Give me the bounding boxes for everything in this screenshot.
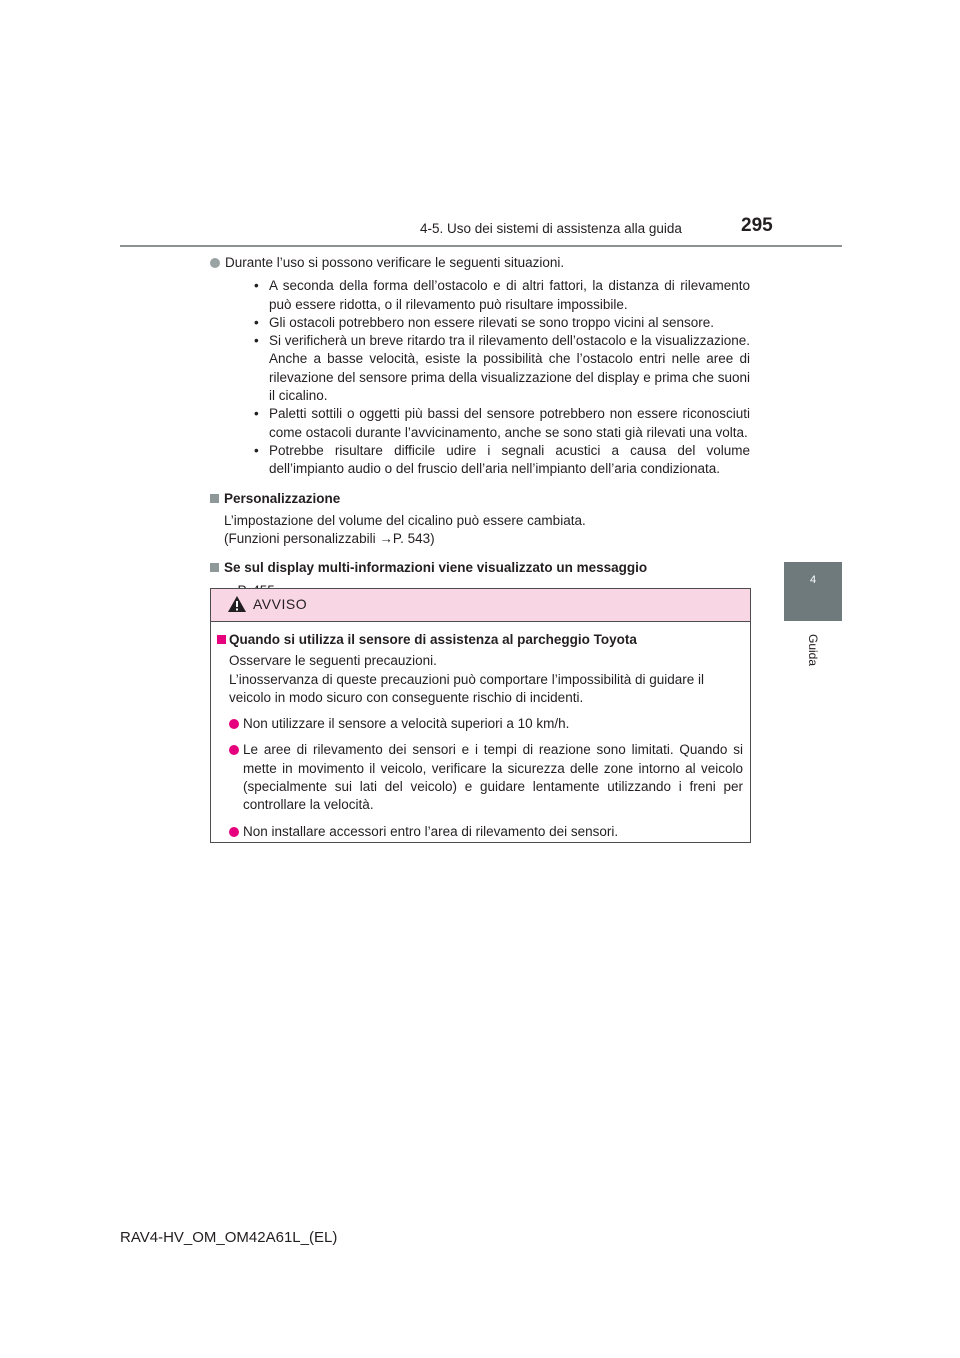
warning-header — [211, 589, 750, 622]
list-item: • Si verificherà un breve ritardo tra il rilevamento dell’ostacolo e la visualizzazione. Anche a basse velocità, esiste la possibilità che l’ostacolo entri nelle aree di rilevazione del sensore prima della visualizzazione del display e prima che suoni il cicalino. — [254, 333, 750, 404]
header-section-title: 4-5. Uso dei sistemi di assistenza alla guida — [420, 221, 682, 236]
chapter-label-container — [778, 635, 848, 665]
bullet-point-icon: • — [254, 442, 259, 458]
section-square-icon — [217, 635, 226, 644]
warning-box — [210, 588, 751, 843]
section-square-icon — [210, 563, 219, 572]
situations-list — [225, 277, 750, 478]
warning-heading: Quando si utilizza il sensore di assistenza al parcheggio Toyota — [217, 631, 743, 649]
situations-intro: Durante l’uso si possono verificare le seguenti situazioni. — [225, 255, 565, 270]
bullet-dot-icon — [229, 719, 239, 729]
warning-content — [217, 631, 743, 841]
bullet-dot-icon — [210, 258, 220, 268]
bullet-point-icon: • — [254, 406, 259, 422]
list-item: • A seconda della forma dell’ostacolo e di altri fattori, la distanza di rilevamento può essere ridotta, o il rilevamento può risultare impossibile. — [254, 278, 750, 312]
bullet-dot-icon — [229, 745, 239, 755]
customization-reference: (Funzioni personalizzabili →P. 543) — [224, 531, 435, 547]
chapter-label: Guida — [806, 633, 820, 667]
chapter-tab — [784, 562, 842, 621]
customization-text: L’impostazione del volume del cicalino può essere cambiata. — [224, 512, 586, 528]
list-item: Non installare accessori entro l’area di rilevamento dei sensori. — [217, 823, 743, 841]
situations-block — [210, 254, 750, 479]
section-square-icon — [210, 494, 219, 503]
warning-intro: Osservare le seguenti precauzioni. L’inosservanza di queste precauzioni può comportare l’impossibilità di guidare il veicolo in modo sicuro con conseguente rischio di incidenti. — [229, 653, 705, 705]
warning-title: AVVISO — [253, 596, 308, 612]
customization-body — [210, 512, 750, 549]
list-item: • Gli ostacoli potrebbero non essere rilevati se sono troppo vicini al sensore. — [225, 314, 750, 332]
footer-document-code: RAV4-HV_OM_OM42A61L_(EL) — [120, 1229, 338, 1246]
list-item: • Paletti sottili o oggetti più bassi del sensore potrebbero non essere riconosciuti come ostacoli durante l’avvicinamento, anche se sono stati già rilevati una volta. — [254, 406, 750, 440]
page-number: 295 — [741, 215, 773, 236]
chapter-number: 4 — [809, 574, 817, 586]
bullet-point-icon: • — [254, 278, 259, 294]
bullet-point-icon: • — [254, 314, 259, 330]
message-heading: Se sul display multi-informazioni viene visualizzato un messaggio — [210, 559, 750, 577]
list-item: • Potrebbe risultare difficile udire i segnali acustici a causa del volume dell’impianto audio o del fruscio dell’aria nell’impianto dell’aria condizionata. — [254, 442, 750, 477]
bullet-dot-icon — [229, 827, 239, 837]
list-item: Le aree di rilevamento dei sensori e i tempi di reazione sono limitati. Quando si mette in movimento il veicolo, verificare la sicurezza delle zone intorno al veicolo (specialmente sui lati del veicolo) e guidare lentamente utilizzando i freni per controllare la velocità. — [217, 741, 743, 814]
warning-triangle-icon — [227, 595, 247, 613]
main-content — [210, 254, 750, 600]
header-divider — [120, 245, 842, 247]
list-item: Non utilizzare il sensore a velocità superiori a 10 km/h. — [217, 715, 743, 733]
bullet-point-icon: • — [254, 333, 259, 349]
customization-heading: Personalizzazione — [210, 490, 750, 508]
